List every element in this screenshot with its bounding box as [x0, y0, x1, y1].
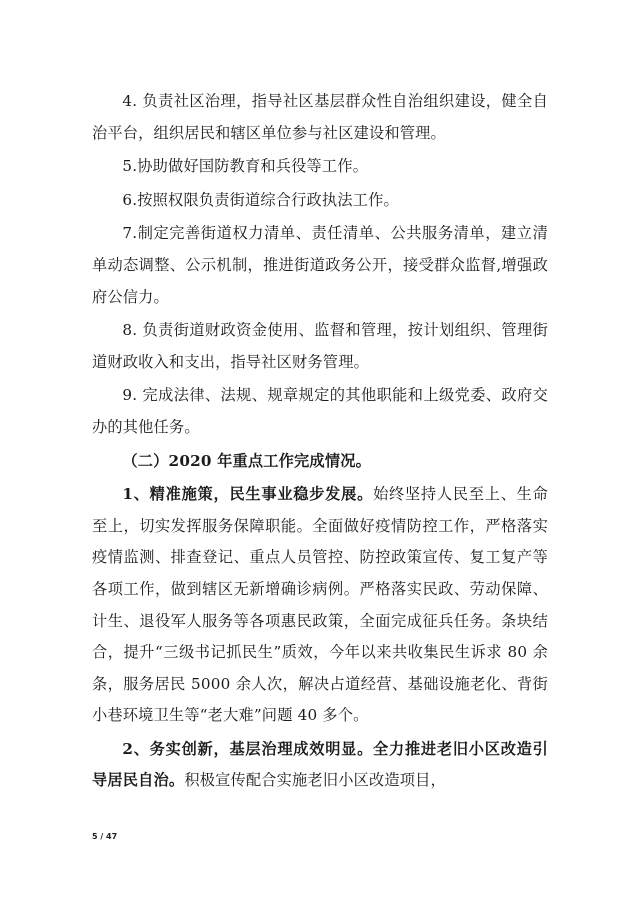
section-heading-text: （二）2020 年重点工作完成情况。	[122, 451, 371, 470]
section-heading	[92, 446, 548, 478]
paragraph-text: 5.协助做好国防教育和兵役等工作。	[122, 157, 369, 176]
paragraph-text: 4. 负责社区治理，指导社区基层群众性自治组织建设，健全自治平台，组织居民和辖区单位参与社区建设和管理。	[92, 92, 548, 142]
paragraph-item-6	[92, 185, 548, 217]
document-body	[92, 86, 548, 797]
paragraph-text: 8. 负责街道财政资金使用、监督和管理，按计划组织、管理街道财政收入和支出，指导社区财务管理。	[92, 321, 548, 371]
paragraph-text: 7.制定完善街道权力清单、责任清单、公共服务清单，建立清单动态调整、公示机制，推进街道政务公开，接受群众监督,增强政府公信力。	[92, 224, 548, 306]
paragraph-text: 6.按照权限负责街道综合行政执法工作。	[122, 190, 399, 209]
paragraph-item-5	[92, 151, 548, 183]
paragraph-livelihood	[92, 479, 548, 732]
paragraph-governance	[92, 734, 548, 797]
paragraph-item-8	[92, 315, 548, 378]
paragraph-item-7	[92, 218, 548, 313]
paragraph-lead: 2、务实创新，基层治理成效明显。全力推进老旧小区改造引导居民自治。	[92, 739, 548, 790]
paragraph-text: 9. 完成法律、法规、规章规定的其他职能和上级党委、政府交办的其他任务。	[92, 386, 548, 436]
paragraph-text: 积极宣传配合实施老旧小区改造项目，	[184, 771, 446, 790]
page-number: 5 / 47	[92, 832, 118, 841]
paragraph-lead: 1、精准施策，民生事业稳步发展。	[122, 485, 374, 504]
paragraph-item-9	[92, 380, 548, 443]
paragraph-item-4	[92, 86, 548, 149]
paragraph-text: 始终坚持人民至上、生命至上，切实发挥服务保障职能。全面做好疫情防控工作，严格落实疫情监测、排查登记、重点人员管控、防控政策宣传、复工复产等各项工作，做到辖区无新增确诊病例。严格落实民政、劳动保障、计生、退役军人服务等各项惠民政策，全面完成征兵任务。条块结合，提升“三级书记抓民生”质效，今年以来共收集民生诉求 80 余条，服务居民 5000 余人次，解决占道经营、基础设施老化、背街小巷环境卫生等“老大难”问题 40 多个。	[92, 485, 548, 725]
